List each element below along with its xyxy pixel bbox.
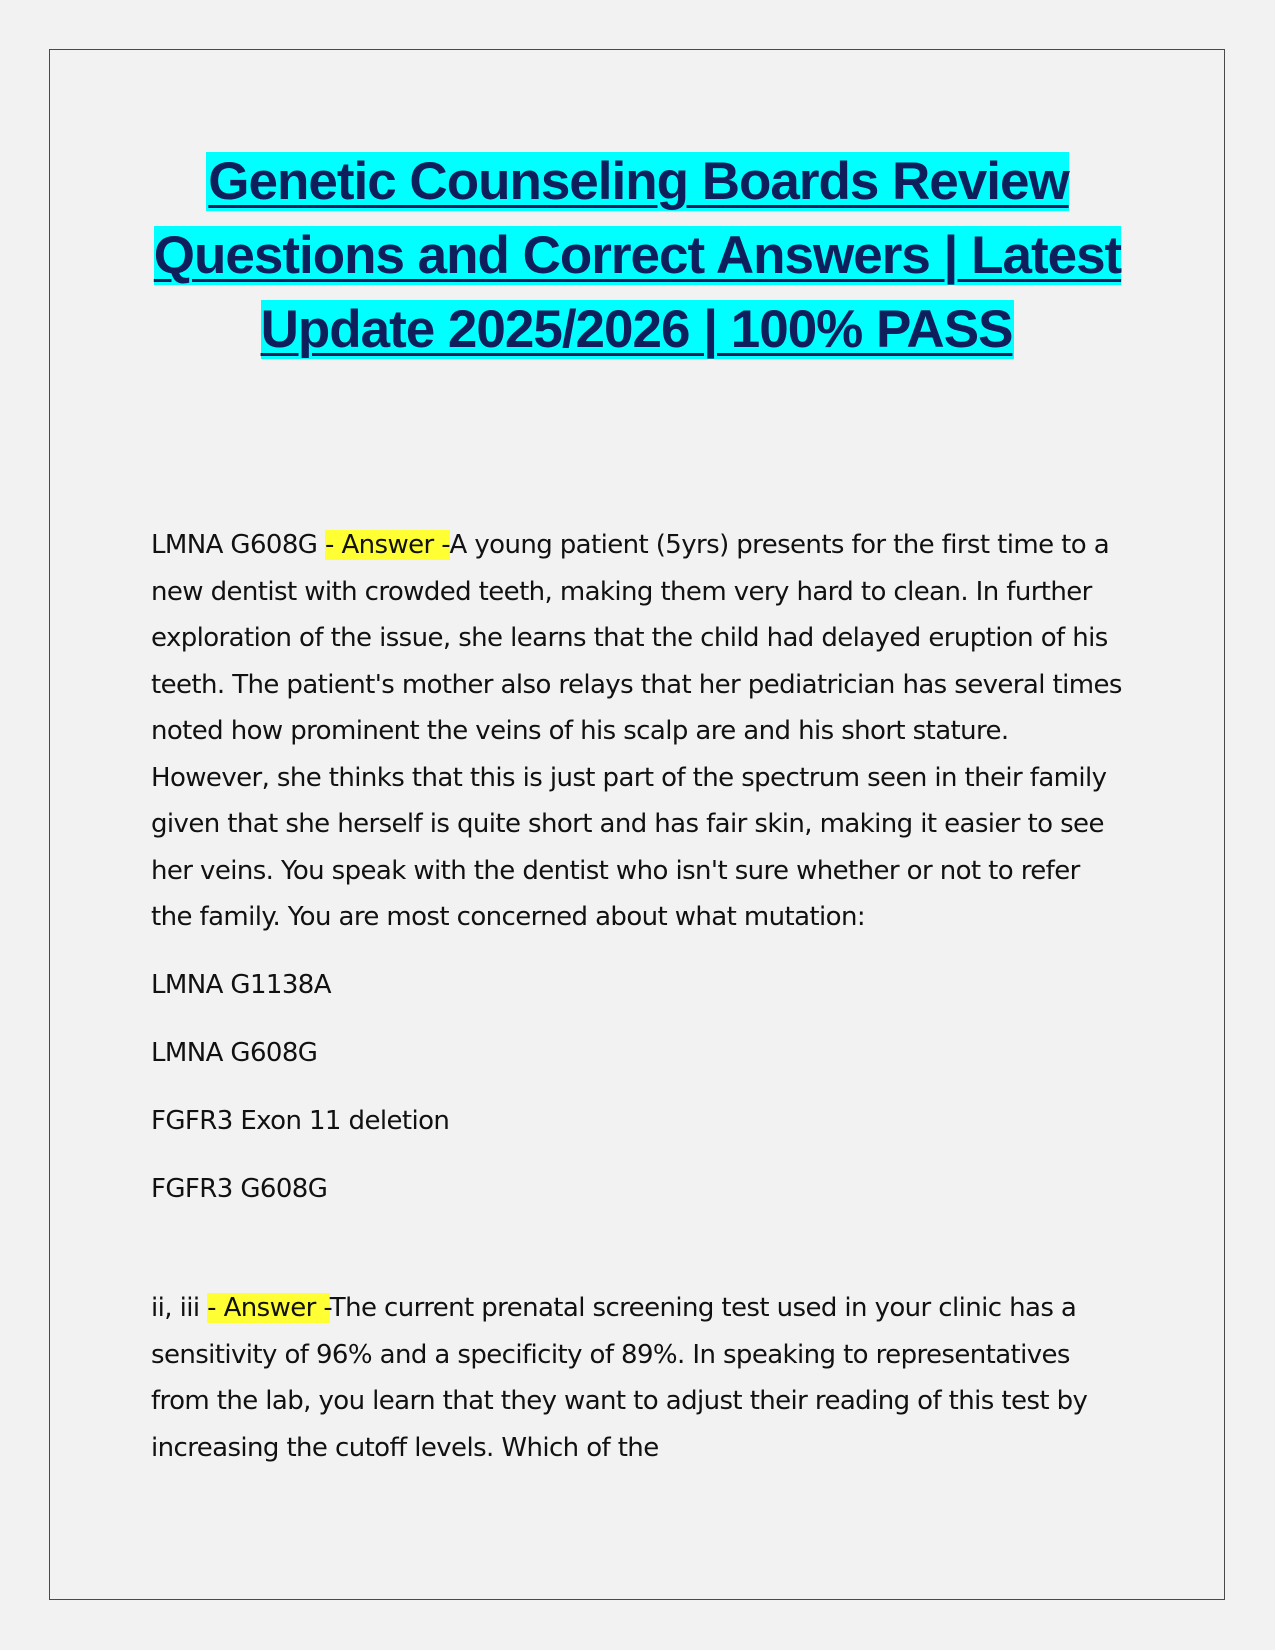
- option-item: FGFR3 Exon 11 deletion: [151, 1105, 450, 1136]
- option-item: FGFR3 G608G: [151, 1173, 328, 1204]
- question-paragraph: [151, 1285, 1126, 1471]
- question-block-2: [151, 1285, 1126, 1471]
- option-item: LMNA G608G: [151, 1037, 318, 1068]
- document-title: [130, 145, 1145, 367]
- answer-text: LMNA G608G: [151, 530, 318, 560]
- answer-separator: - Answer -: [325, 530, 450, 560]
- title-highlight: Genetic Counseling Boards Review Questions and Correct Answers | Latest Update 2025/2026 | 100% PASS: [153, 152, 1122, 359]
- answer-separator: - Answer -: [207, 1293, 330, 1323]
- question-block-1: [151, 522, 1126, 1209]
- question-text: The current prenatal screening test used in your clinic has a sensitivity of 96% and a specificity of 89%. In speaking to representatives from the lab, you learn that they want to adjust their reading of this test by increasing the cutoff levels. Which of the: [151, 1293, 1088, 1463]
- answer-text: ii, iii: [151, 1293, 200, 1323]
- option-item: LMNA G1138A: [151, 969, 331, 1000]
- question-paragraph: [151, 522, 1126, 941]
- question-text: A young patient (5yrs) presents for the first time to a new dentist with crowded teeth, making them very hard to clean. In further exploration of the issue, she learns that the child had delayed eruption of his teeth. The patient's mother also relays that her pediatrician has several times noted how prominent the veins of his scalp are and his short stature. However, she thinks that this is just part of the spectrum seen in their family given that she herself is quite short and has fair skin, making it easier to see her veins. You speak with the dentist who isn't sure whether or not to refer the family. You are most concerned about what mutation:: [151, 530, 1122, 932]
